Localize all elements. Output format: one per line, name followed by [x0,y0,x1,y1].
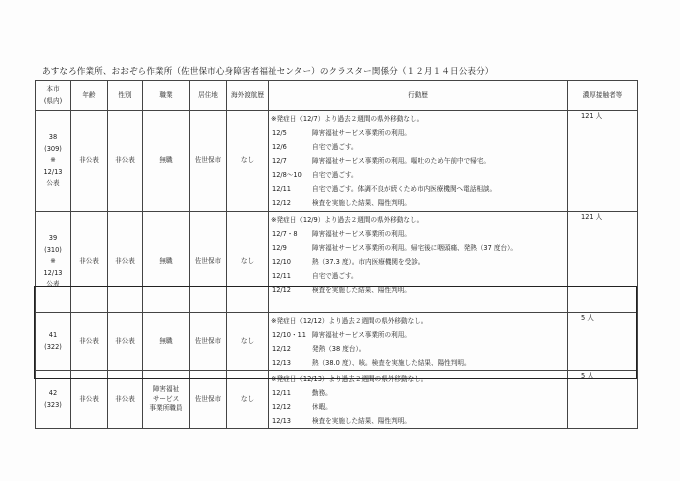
case-sex: 非公表 [108,111,143,212]
activity-line: 12/12 検査を実施した結果、陽性判明。 [272,199,411,207]
case-job: 無職 [143,212,190,313]
case-activity [269,111,568,212]
activity-line: 12/12 休暇。 [272,403,332,411]
case-sex: 非公表 [108,313,143,371]
case-age: 非公表 [71,111,108,212]
case-contacts: 5 人 [568,371,638,429]
document-title: あすなろ作業所、おおぞら作業所（佐世保市心身障害者福祉センター）のクラスター関係分（１２月１４日公表分） [42,67,494,77]
case-travel: なし [227,371,269,429]
case-activity [269,371,568,429]
case-residence: 佐世保市 [190,371,227,429]
activity-note: ※発症日（12/9）より過去２週間の県外移動なし。 [271,216,424,224]
header-id: 本市 (県内) [36,81,71,111]
activity-line: 12/7 障害福祉サービス事業所の利用。嘔吐のため午前中で帰宅。 [272,157,491,165]
activity-line: 12/9 障害福祉サービス事業所の利用。帰宅後に咽頭痛、発熱（37 度台）。 [272,244,517,252]
case-contacts: 121 人 [568,212,638,313]
activity-note: ※発症日（12/12）より過去２週間の県外移動なし。 [271,317,428,325]
case-job: 障害福祉 サービス 事業所職員 [143,371,190,429]
activity-line: 12/6 自宅で過ごす。 [272,143,358,151]
case-travel: なし [227,111,269,212]
activity-line: 12/12 検査を実施した結果、陽性判明。 [272,286,411,294]
case-age: 非公表 [71,313,108,371]
case-job: 無職 [143,313,190,371]
case-sex: 非公表 [108,212,143,313]
header-row [36,81,638,111]
activity-line: 12/7・8 障害福祉サービス事業所の利用。 [272,230,411,238]
case-residence: 佐世保市 [190,111,227,212]
case-job: 無職 [143,111,190,212]
activity-line: 12/11 自宅で過ごす。 [272,272,358,280]
activity-note: ※発症日（12/13）より過去２週間の県外移動なし。 [271,375,428,383]
header-sex: 性別 [108,81,143,111]
case-id: 42 (323) [36,371,71,429]
case-age: 非公表 [71,371,108,429]
activity-line: 12/12 発熱（38 度台）。 [272,345,366,353]
case-residence: 佐世保市 [190,313,227,371]
activity-line: 12/10・11 障害福祉サービス事業所の利用。 [272,331,411,339]
activity-line: 12/8～10 自宅で過ごす。 [272,171,358,179]
case-id: 39 (310) ※ 12/13 公表 [36,212,71,313]
header-age: 年齢 [71,81,108,111]
case-sex: 非公表 [108,371,143,429]
case-residence: 佐世保市 [190,212,227,313]
header-activity: 行動歴 [269,81,568,111]
case-travel: なし [227,313,269,371]
cluster-case-table [35,80,638,429]
header-job: 職業 [143,81,190,111]
table-row [36,111,638,212]
activity-line: 12/10 熱（37.3 度）。市内医療機関を受診。 [272,258,425,266]
activity-line: 12/11 自宅で過ごす。体調不良が続くため市内医療機関へ電話相談。 [272,185,497,193]
header-residence: 居住地 [190,81,227,111]
case-contacts: 121 人 [568,111,638,212]
activity-line: 12/13 検査を実施した結果、陽性判明。 [272,417,411,425]
case-age: 非公表 [71,212,108,313]
header-contacts: 濃厚接触者等 [568,81,638,111]
activity-line: 12/5 障害福祉サービス事業所の利用。 [272,129,411,137]
activity-note: ※発症日（12/7）より過去２週間の県外移動なし。 [271,115,424,123]
table-row [36,371,638,429]
table-row [36,212,638,313]
case-activity [269,313,568,371]
header-travel: 海外渡航歴 [227,81,269,111]
case-activity [269,212,568,313]
activity-line: 12/11 勤務。 [272,389,332,397]
table-row [36,313,638,371]
activity-line: 12/13 熱（38.0 度）、咳。検査を実施した結果、陽性判明。 [272,359,471,367]
case-travel: なし [227,212,269,313]
case-id: 38 (309) ※ 12/13 公表 [36,111,71,212]
case-contacts: 5 人 [568,313,638,371]
case-id: 41 (322) [36,313,71,371]
